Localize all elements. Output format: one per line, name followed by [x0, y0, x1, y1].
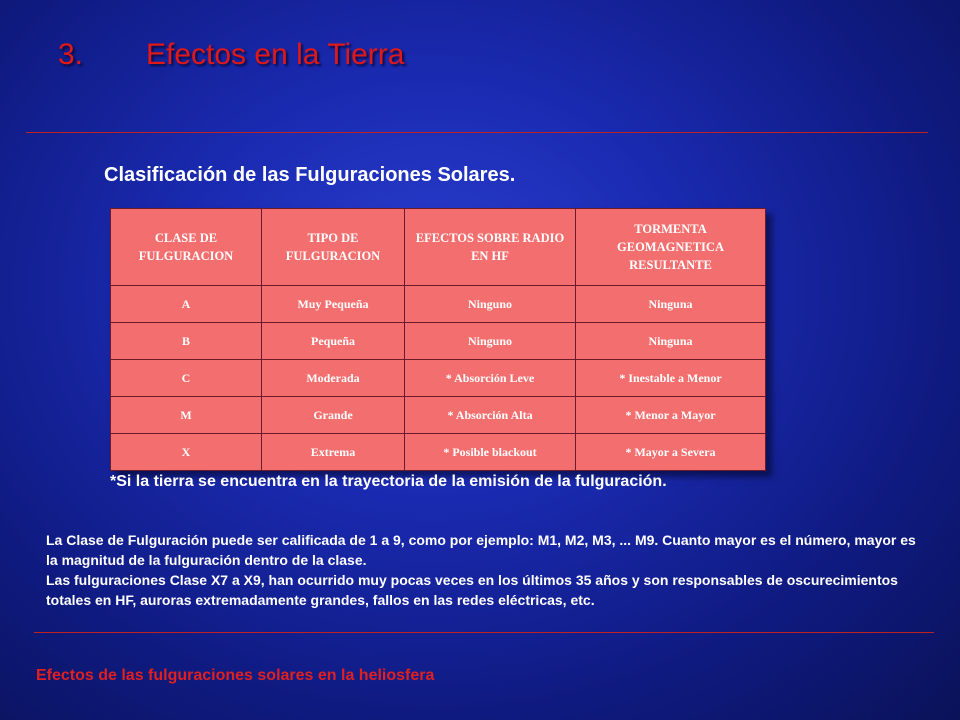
cell-clase: C	[111, 360, 262, 397]
cell-tipo: Grande	[262, 397, 405, 434]
header-clase: CLASE DE FULGURACION	[111, 209, 262, 286]
cell-clase: M	[111, 397, 262, 434]
cell-efectos: * Absorción Leve	[405, 360, 576, 397]
header-efectos: EFECTOS SOBRE RADIO EN HF	[405, 209, 576, 286]
table-row	[111, 397, 766, 434]
cell-tormenta: * Menor a Mayor	[576, 397, 766, 434]
cell-tipo: Extrema	[262, 434, 405, 471]
cell-clase: A	[111, 286, 262, 323]
cell-tormenta: * Mayor a Severa	[576, 434, 766, 471]
table-row	[111, 360, 766, 397]
table-header-row	[111, 209, 766, 286]
cell-tormenta: Ninguna	[576, 286, 766, 323]
header-tipo: TIPO DE FULGURACION	[262, 209, 405, 286]
cell-tormenta: * Inestable a Menor	[576, 360, 766, 397]
paragraph-line-2: Las fulguraciones Clase X7 a X9, han ocurrido muy pocas veces en los últimos 35 años y son responsables de oscurecimientos totales en HF, auroras extremadamente grandes, fallos en las redes eléctricas, etc.	[46, 572, 898, 608]
table-row	[111, 434, 766, 471]
slide-title	[58, 38, 404, 72]
table-heading: Clasificación de las Fulguraciones Solares.	[104, 164, 516, 186]
table-footnote: *Si la tierra se encuentra en la trayectoria de la emisión de la fulguración.	[110, 473, 667, 490]
table-row	[111, 286, 766, 323]
header-tormenta: TORMENTA GEOMAGNETICA RESULTANTE	[576, 209, 766, 286]
title-number: 3.	[58, 38, 84, 71]
heliosphere-link[interactable]: Efectos de las fulguraciones solares en la heliosfera	[36, 667, 435, 684]
title-text: Efectos en la Tierra	[146, 38, 405, 71]
cell-efectos: * Posible blackout	[405, 434, 576, 471]
cell-tipo: Pequeña	[262, 323, 405, 360]
cell-tipo: Moderada	[262, 360, 405, 397]
table-row	[111, 323, 766, 360]
flare-classification-table	[110, 208, 766, 471]
cell-efectos: Ninguno	[405, 323, 576, 360]
cell-tipo: Muy Pequeña	[262, 286, 405, 323]
cell-efectos: Ninguno	[405, 286, 576, 323]
cell-tormenta: Ninguna	[576, 323, 766, 360]
bottom-divider	[34, 632, 934, 633]
paragraph-line-1: La Clase de Fulguración puede ser calificada de 1 a 9, como por ejemplo: M1, M2, M3, ... M9. Cuanto mayor es el número, mayor es la magnitud de la fulguración dentro de la clase.	[46, 532, 916, 568]
cell-efectos: * Absorción Alta	[405, 397, 576, 434]
cell-clase: B	[111, 323, 262, 360]
top-divider	[26, 132, 928, 133]
explanation-paragraph	[46, 530, 926, 610]
cell-clase: X	[111, 434, 262, 471]
